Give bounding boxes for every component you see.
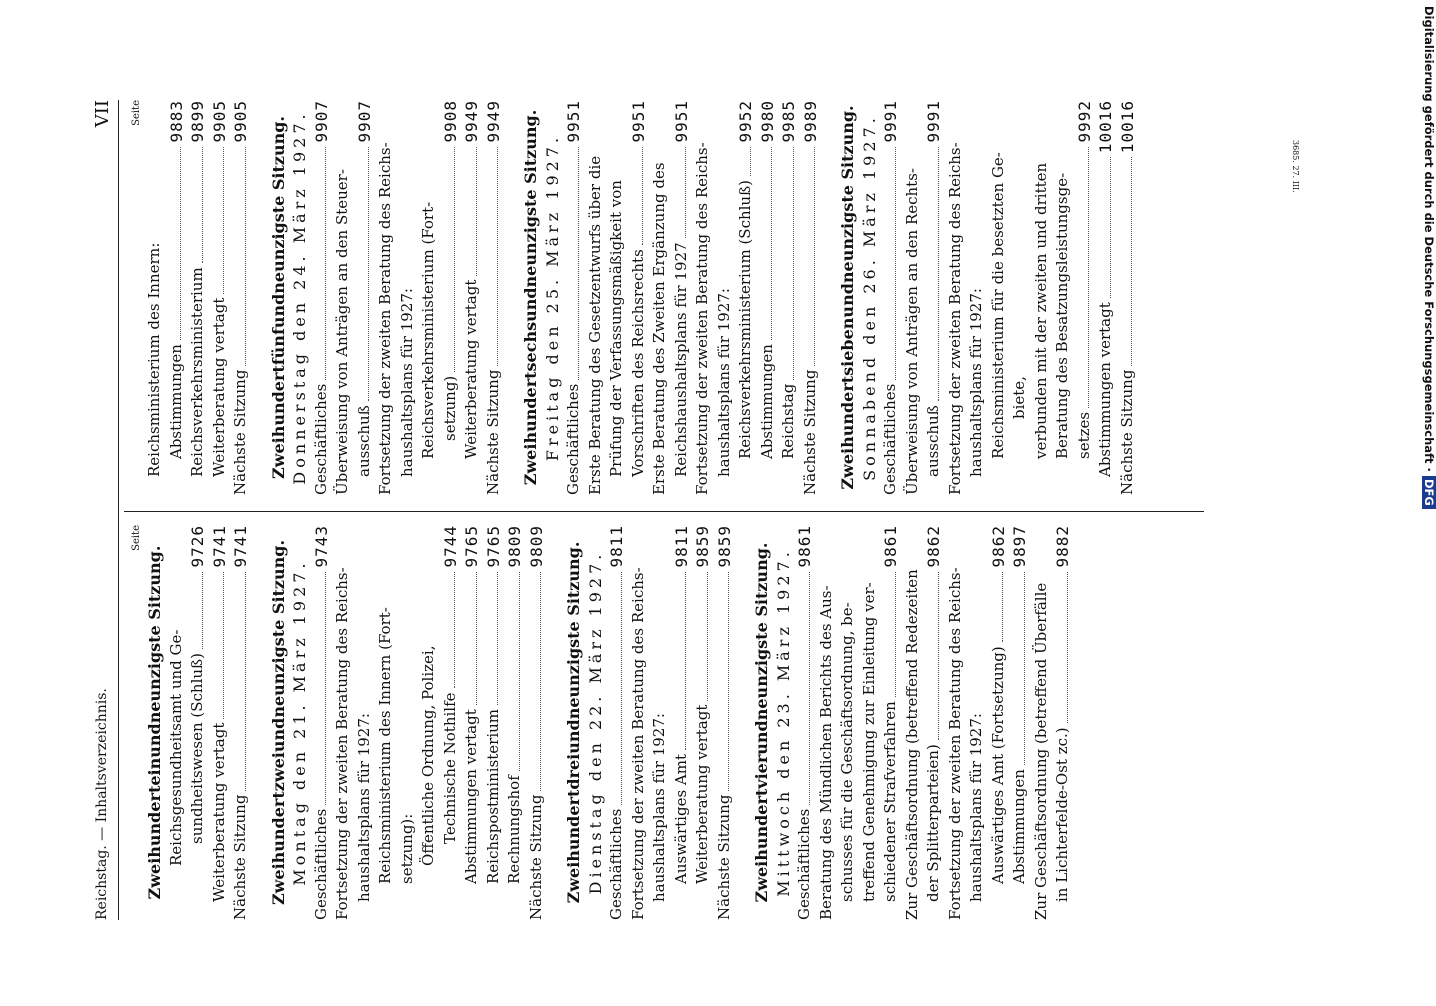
dot-leader [1002, 572, 1003, 643]
toc-entry [187, 525, 209, 920]
page-ref: 9949 [483, 100, 503, 143]
dot-leader [707, 572, 708, 701]
dot-leader [814, 147, 815, 366]
dot-leader [938, 572, 939, 741]
page-ref: 9951 [564, 100, 583, 143]
entry-label: ausschuß [354, 405, 373, 477]
toc-entry [902, 100, 924, 495]
entry-label: haushaltsplans für 1927: [714, 288, 733, 477]
entry-label: Beratung des Mündlichen Berichts des Aus- [816, 585, 835, 920]
dot-leader [1088, 147, 1089, 408]
entry-label: Abstimmungen vertagt [462, 709, 480, 884]
toc-entry [1009, 100, 1031, 495]
entry-label: Überweisung von Anträgen an den Rechts- [902, 168, 921, 495]
scanned-page [90, 100, 1210, 920]
toc-entry [418, 525, 440, 920]
dot-leader [938, 147, 939, 402]
header-title: Reichstag. — Inhaltsverzeichnis. [94, 688, 110, 920]
dot-leader [578, 147, 579, 380]
entry-label: Erste Beratung des Gesetzentwurfs über die [585, 155, 604, 495]
toc-entry [923, 100, 945, 495]
page-ref: 9859 [714, 525, 734, 568]
page-ref: 9743 [311, 525, 331, 568]
entry-label: Nächste Sitzung [231, 369, 249, 495]
session-date: Dienstag den 22. März 1927. [585, 550, 605, 895]
entry-label: Geschäftliches [881, 383, 899, 495]
toc-entry [585, 100, 607, 495]
dot-leader [245, 572, 246, 791]
toc-entry [880, 100, 902, 495]
page-ref: 9991 [924, 100, 943, 143]
page-ref: 9744 [440, 525, 460, 568]
running-header [90, 100, 118, 920]
page-ref: 10016 [1096, 100, 1115, 154]
dot-leader [476, 572, 477, 706]
entry-label: haushaltsplans für 1927: [650, 713, 668, 902]
page-number: VII [92, 100, 113, 128]
toc-entry [418, 100, 440, 495]
session-date: Sonnabend den 26. März 1927. [859, 114, 879, 481]
toc-entry [1052, 100, 1074, 495]
entry-label: Abstimmungen [757, 344, 776, 459]
page-ref: 9907 [311, 100, 331, 143]
entry-label: Reichsverkehrsministerium [188, 267, 206, 477]
entry-label: Beratung des Besatzungsleistungsge- [1053, 172, 1071, 459]
dot-leader [1067, 572, 1068, 724]
toc-entry [504, 525, 526, 920]
entry-label: Reichsministerium des Innern (Fort- [376, 607, 394, 884]
page-ref: 9980 [757, 100, 777, 143]
page-ref: 9951 [671, 100, 691, 143]
entry-label: Geschäftliches [311, 383, 330, 495]
entry-label: Reichspostministerium [483, 708, 502, 884]
entry-label: Prüfung der Verfassungsmäßigkeit von [607, 180, 625, 477]
toc-entry [1031, 100, 1053, 495]
dfg-logo: DFG [1422, 476, 1436, 509]
entry-label: Geschäftliches [607, 808, 625, 920]
dot-leader [685, 572, 686, 750]
entry-label: Auswärtiges Amt [671, 754, 690, 884]
dot-leader [368, 147, 369, 402]
toc-section [751, 525, 1074, 920]
toc-entry [606, 525, 628, 920]
entry-label: setzung): [397, 813, 416, 884]
toc-column-left [130, 525, 1074, 920]
entry-label: verbunden mit der zweiten und dritten [1031, 162, 1050, 459]
dot-leader [728, 572, 729, 791]
dot-leader [1110, 157, 1111, 298]
entry-label: haushaltsplans für 1927: [967, 713, 985, 902]
toc-entry [187, 100, 209, 495]
column-divider [124, 511, 1204, 512]
toc-entry [461, 100, 483, 495]
toc-section [520, 100, 821, 495]
print-mark: 3685. 27. III. [1291, 140, 1300, 193]
dot-leader [497, 147, 498, 366]
entry-label: Nächste Sitzung [714, 794, 733, 920]
entry-label: Zur Geschäftsordnung (betreffend Redezeiten [902, 569, 921, 920]
toc-entry [354, 100, 376, 495]
dot-leader [895, 147, 896, 380]
toc-entry [671, 525, 693, 920]
toc-entry [440, 100, 462, 495]
toc-entry [1009, 525, 1031, 920]
toc-section [268, 100, 505, 495]
session-date: Montag den 21. März 1927. [290, 559, 309, 886]
toc-entry [311, 100, 333, 495]
page-ref: 9989 [800, 100, 820, 143]
entry-label: Nächste Sitzung [800, 369, 819, 495]
entry-label: Reichsgesundheitsamt und Ge- [166, 629, 185, 866]
toc-entry [714, 525, 736, 920]
dot-leader [245, 147, 246, 366]
toc-section [144, 100, 252, 495]
session-title: Zweihundertdreiundneunzigste Sitzung. [564, 541, 583, 904]
toc-entry [563, 100, 585, 495]
toc-entry [714, 100, 736, 495]
toc-entry [735, 100, 757, 495]
toc-entry [375, 525, 397, 920]
dot-leader [895, 572, 896, 698]
toc-entry [209, 525, 231, 920]
toc-entry [483, 100, 505, 495]
dot-leader [202, 147, 203, 264]
page-ref: 9859 [693, 525, 712, 568]
entry-label: haushaltsplans für 1927: [967, 288, 985, 477]
toc-entry [945, 100, 967, 495]
toc-entry [945, 525, 967, 920]
toc-entry [230, 100, 252, 495]
toc-entry [628, 100, 650, 495]
toc-entry [1117, 100, 1139, 495]
entry-label: Fortsetzung der zweiten Beratung des Reichs- [945, 142, 964, 495]
session-title: Zweihunderteinundneunzigste Sitzung. [145, 545, 164, 900]
entry-label: Nächste Sitzung [1117, 369, 1136, 495]
entry-label: in Lichterfelde-Ost zc.) [1053, 727, 1071, 902]
toc-entry [375, 100, 397, 495]
session-date: Freitag den 25. März 1927. [542, 133, 562, 462]
dot-leader [1024, 572, 1025, 766]
toc-entry [859, 525, 881, 920]
toc-entry [966, 100, 988, 495]
dot-leader [497, 572, 498, 705]
session-date: Donnerstag den 24. März 1927. [290, 110, 309, 485]
dot-leader [1131, 157, 1132, 365]
toc-entry [332, 525, 354, 920]
entry-label: Geschäftliches [564, 383, 582, 495]
page-ref: 9949 [462, 100, 481, 143]
dot-leader [750, 147, 751, 177]
entry-label: Erste Beratung des Zweiten Ergänzung des [650, 162, 668, 495]
toc-entry [606, 100, 628, 495]
entry-label: biete, [1010, 376, 1028, 419]
toc-entry [354, 525, 376, 920]
entry-label: setzes [1074, 411, 1093, 459]
toc-entry [649, 100, 671, 495]
entry-label: haushaltsplans für 1927: [397, 288, 416, 477]
entry-label: Nächste Sitzung [526, 794, 545, 920]
toc-entry [671, 100, 693, 495]
entry-label: Reichstag [779, 383, 797, 459]
entry-label: Nächste Sitzung [231, 794, 249, 920]
session-title: Zweihundertzweiundneunzigste Sitzung. [268, 539, 288, 906]
entry-label: Geschäftliches [311, 808, 330, 920]
toc-entry [166, 100, 188, 495]
entry-label: Reichshaushaltsplans für 1927 [671, 242, 690, 477]
entry-label: Weiterberatung vertagt [693, 704, 711, 884]
toc-entry [166, 525, 188, 920]
dot-leader [180, 147, 181, 341]
toc-entry [1095, 100, 1117, 495]
page-ref: 9951 [628, 100, 648, 143]
toc-entry [397, 525, 419, 920]
toc-entry [1074, 100, 1096, 495]
entry-label: setzung) [440, 375, 459, 441]
credit-text: Digitalisierung gefördert durch die Deutsche Forschungsgemeinschaft · [1422, 6, 1436, 472]
page-ref: 10016 [1117, 100, 1137, 154]
entry-label: Fortsetzung der zweiten Beratung des Reichs- [693, 142, 711, 495]
digitization-credit [1416, 6, 1436, 1006]
page-ref: 9765 [483, 525, 503, 568]
toc-section [268, 525, 548, 920]
dot-leader [454, 147, 455, 372]
toc-entry [628, 525, 650, 920]
toc-entry [816, 525, 838, 920]
page-ref: 9992 [1074, 100, 1094, 143]
toc-entry [988, 525, 1010, 920]
page-ref: 9882 [1053, 525, 1072, 568]
toc-entry [966, 525, 988, 920]
entry-label: Auswärtiges Amt (Fortsetzung) [988, 646, 1007, 884]
dot-leader [325, 572, 326, 805]
toc-entry [397, 100, 419, 495]
toc-entry [461, 525, 483, 920]
page-ref: 9899 [188, 100, 207, 143]
page-ref: 9811 [607, 525, 626, 568]
page-ref: 9883 [166, 100, 186, 143]
entry-label: Weiterberatung vertagt [209, 722, 228, 902]
page-ref: 9905 [209, 100, 229, 143]
toc-section [837, 100, 1138, 495]
entry-label: Weiterberatung vertagt [209, 297, 228, 477]
dot-leader [223, 572, 224, 719]
entry-label: Öffentliche Ordnung, Polizei, [419, 645, 437, 866]
page-ref: 9907 [354, 100, 374, 143]
page-ref: 9862 [924, 525, 943, 568]
entry-label: Fortsetzung der zweiten Beratung des Reichs- [628, 567, 647, 920]
session-date: Mittwoch den 23. März 1927. [773, 548, 793, 897]
page-ref: 9897 [1010, 525, 1029, 568]
toc-entry [440, 525, 462, 920]
toc-entry [209, 100, 231, 495]
entry-label: Abstimmungen [166, 344, 185, 459]
session-title: Zweihundertsiebenundneunzigste Sitzung. [838, 105, 857, 490]
entry-label: Reichsverkehrsministerium (Schluß) [736, 180, 754, 459]
page-ref: 9765 [462, 525, 481, 568]
page-ref: 9861 [795, 525, 814, 568]
entry-label: schiedener Strafverfahren [881, 701, 899, 902]
entry-label: Fortsetzung der zweiten Beratung des Reichs- [945, 567, 964, 920]
entry-label: treffend Genehmigung zur Einleitung ver- [859, 582, 878, 902]
page-ref: 9991 [881, 100, 900, 143]
entry-label: der Splitterparteien) [924, 744, 942, 902]
page-ref: 9726 [188, 525, 207, 568]
page-ref: 9952 [736, 100, 755, 143]
dot-leader [223, 147, 224, 294]
seite-label: Seite [131, 100, 142, 126]
dot-leader [771, 147, 772, 341]
toc-entry [1031, 525, 1053, 920]
entry-label: haushaltsplans für 1927: [354, 713, 373, 902]
session-title: Zweihundertsechsundneunzigste Sitzung. [521, 109, 540, 486]
toc-entry [483, 525, 505, 920]
toc-entry [800, 100, 822, 495]
entry-label: Vorschriften des Reichsrechts [628, 249, 647, 477]
page-ref: 9985 [779, 100, 798, 143]
page-ref: 9905 [231, 100, 250, 143]
session-title: Zweihundertfünfundneunzigste Sitzung. [268, 116, 288, 479]
toc-entry [837, 525, 859, 920]
page-ref: 9862 [988, 525, 1008, 568]
dot-leader [202, 572, 203, 650]
toc-entry [230, 525, 252, 920]
toc-column-right [130, 100, 1138, 495]
toc-entry [988, 100, 1010, 495]
entry-label: Abstimmungen [1010, 769, 1028, 884]
entry-label: Technische Nothilfe [440, 692, 459, 844]
entry-label: Nächste Sitzung [483, 369, 502, 495]
entry-label: Überweisung von Anträgen an den Steuer- [333, 169, 351, 495]
page-ref: 9811 [671, 525, 691, 568]
toc-entry [692, 525, 714, 920]
entry-label: Zur Geschäftsordnung (betreffend Überfälle [1031, 582, 1050, 920]
dot-leader [685, 147, 686, 239]
dot-leader [540, 572, 541, 791]
page-ref: 9741 [231, 525, 250, 568]
toc-entry [332, 100, 354, 495]
toc-entry [757, 100, 779, 495]
seite-label: Seite [131, 525, 142, 551]
page-ref: 9741 [209, 525, 229, 568]
page-ref: 9809 [505, 525, 524, 568]
toc-entry [794, 525, 816, 920]
toc-section [144, 525, 252, 920]
entry-label: sundheitswesen (Schluß) [188, 653, 206, 844]
toc-entry [880, 525, 902, 920]
page-ref: 9861 [881, 525, 900, 568]
entry-label: Reichsministerium des Innern: [145, 242, 163, 477]
entry-label: ausschuß [924, 405, 942, 477]
entry-label: Fortsetzung der zweiten Beratung des Reichs- [376, 142, 394, 495]
toc-entry [778, 100, 800, 495]
dot-leader [621, 572, 622, 805]
dot-leader [793, 147, 794, 380]
entry-label: Rechnungshof [505, 775, 523, 884]
page-ref: 9908 [440, 100, 460, 143]
entry-label: schusses für die Geschäftsordnung, be- [838, 602, 856, 902]
dot-leader [809, 572, 810, 805]
toc-entry [144, 100, 166, 495]
dot-leader [642, 147, 643, 246]
toc-section [563, 525, 735, 920]
entry-label: Reichsverkehrsministerium (Fort- [419, 201, 437, 459]
entry-label: Reichsministerium für die besetzten Ge- [988, 152, 1007, 459]
toc-entry [526, 525, 548, 920]
header-rule [118, 100, 119, 920]
page-ref: 9809 [526, 525, 546, 568]
toc-entry [311, 525, 333, 920]
dot-leader [325, 147, 326, 380]
toc-entry [692, 100, 714, 495]
dot-leader [476, 147, 477, 276]
toc-entry [1052, 525, 1074, 920]
dot-leader [519, 572, 520, 772]
entry-label: Weiterberatung vertagt [462, 279, 480, 459]
entry-label: Geschäftliches [795, 808, 813, 920]
entry-label: Fortsetzung der zweiten Beratung des Reichs- [333, 567, 351, 920]
entry-label: Abstimmungen vertagt [1096, 302, 1114, 477]
toc-entry [923, 525, 945, 920]
toc-entry [649, 525, 671, 920]
toc-entry [902, 525, 924, 920]
session-title: Zweihundertvierundneunzigste Sitzung. [752, 542, 771, 903]
dot-leader [454, 572, 455, 689]
